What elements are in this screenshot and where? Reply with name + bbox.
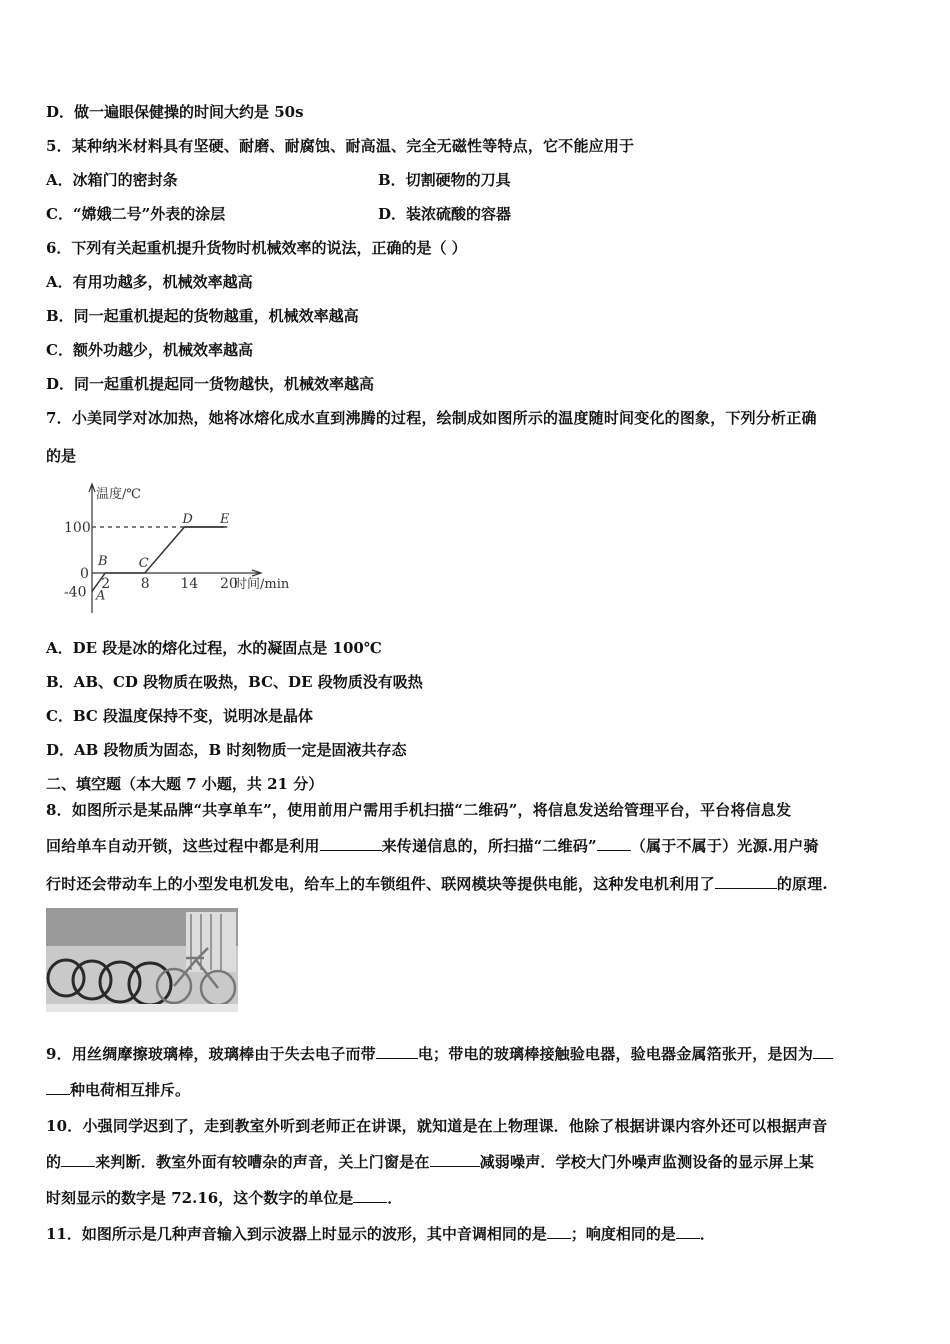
q8-blank-3[interactable] — [715, 874, 777, 889]
q11-line-1 — [46, 1224, 715, 1244]
q5-option-a: A．冰箱门的密封条 — [46, 171, 178, 189]
q6-option-c: C．额外功越少，机械效率越高 — [46, 341, 253, 359]
q6-stem: 6．下列有关起重机提升货物时机械效率的说法，正确的是（ ） — [46, 239, 467, 257]
q6-option-b: B．同一起重机提起的货物越重，机械效率越高 — [46, 307, 359, 325]
q11-blank-2[interactable] — [676, 1224, 700, 1239]
q9-text-c: 种电荷相互排斥。 — [70, 1081, 191, 1099]
q8-line-3 — [46, 874, 828, 894]
q5-option-c: C．“嫦娥二号”外表的涂层 — [46, 205, 226, 223]
q9-line-2 — [46, 1080, 190, 1100]
q5-option-b: B．切割硬物的刀具 — [378, 171, 511, 189]
q10-blank-2[interactable] — [430, 1152, 480, 1167]
point-label-D: D — [182, 512, 193, 527]
y-tick-label--40: -40 — [64, 584, 87, 601]
q11-blank-1[interactable] — [547, 1224, 571, 1239]
q9-blank-2a[interactable] — [813, 1044, 833, 1059]
y-axis-label: 温度/℃ — [96, 487, 141, 502]
point-label-B: B — [98, 554, 108, 569]
temperature-line — [92, 527, 224, 591]
q10-text-d: 时刻显示的数字是 72.16，这个数字的单位是 — [46, 1189, 354, 1207]
q7-stem-cont: 的是 — [46, 447, 77, 465]
shared-bicycles-photo — [46, 908, 238, 1012]
q10-line-1: 10．小强同学迟到了，走到教室外听到老师正在讲课，就知道是在上物理课．他除了根据讲课内容外还可以根据声音 — [46, 1117, 828, 1135]
temperature-time-graph — [48, 478, 338, 618]
q8-text-d: 行时还会带动车上的小型发电机发电，给车上的车锁组件、联网模块等提供电能，这种发电机利用了 — [46, 875, 715, 893]
q8-line-2 — [46, 836, 819, 856]
section-2-title: 二、填空题（本大题 7 小题，共 21 分） — [46, 775, 324, 793]
q9-text-b: 电；带电的玻璃棒接触验电器，验电器金属箔张开，是因为 — [417, 1045, 814, 1063]
q6-option-d: D．同一起重机提起同一货物越快，机械效率越高 — [46, 375, 375, 393]
q7-option-a: A．DE 段是冰的熔化过程，水的凝固点是 100℃ — [46, 639, 382, 657]
q9-text-a: 9．用丝绸摩擦玻璃棒，玻璃棒由于失去电子而带 — [46, 1045, 376, 1063]
q11-text-b: ；响度相同的是 — [570, 1225, 676, 1243]
q8-blank-1[interactable] — [320, 836, 382, 851]
q5-stem: 5．某种纳米材料具有坚硬、耐磨、耐腐蚀、耐高温、完全无磁性等特点，它不能应用于 — [46, 137, 635, 155]
q9-line-1 — [46, 1044, 833, 1064]
q10-text-c: 减弱噪声．学校大门外噪声监测设备的显示屏上某 — [479, 1153, 815, 1171]
q11-text-c: ． — [699, 1225, 715, 1243]
x-tick-label-14: 14 — [180, 576, 199, 592]
q8-text-b: 来传递信息的，所扫描“二维码” — [381, 837, 597, 855]
q10-text-e: ． — [387, 1189, 403, 1207]
q8-blank-2[interactable] — [597, 836, 631, 851]
point-label-C: C — [138, 556, 149, 571]
q9-blank-2b[interactable] — [46, 1080, 70, 1095]
y-tick-label-0: 0 — [80, 566, 89, 582]
x-tick-label-8: 8 — [140, 576, 150, 592]
q7-option-c: C．BC 段温度保持不变，说明冰是晶体 — [46, 707, 314, 725]
q11-text-a: 11．如图所示是几种声音输入到示波器上时显示的波形，其中音调相同的是 — [46, 1225, 547, 1243]
q6-option-a: A．有用功越多，机械效率越高 — [46, 273, 253, 291]
q10-text-a: 的 — [46, 1153, 62, 1171]
q8-text-c: （属于不属于）光源.用户骑 — [630, 837, 819, 855]
q7-option-b: B．AB、CD 段物质在吸热，BC、DE 段物质没有吸热 — [46, 673, 423, 691]
q10-line-3 — [46, 1188, 402, 1208]
q8-text-e: 的原理. — [776, 875, 828, 893]
x-tick-label-20: 20 — [220, 576, 238, 592]
q8-text-a: 回给单车自动开锁，这些过程中都是利用 — [46, 837, 320, 855]
q9-blank-1[interactable] — [376, 1044, 418, 1059]
q4-option-d: D．做一遍眼保健操的时间大约是 50s — [46, 103, 304, 121]
x-tick-label-2: 2 — [101, 576, 111, 592]
point-label-E: E — [220, 512, 230, 527]
q10-line-2 — [46, 1152, 814, 1172]
q10-blank-3[interactable] — [353, 1188, 387, 1203]
q10-text-b: 来判断．教室外面有较嘈杂的声音，关上门窗是在 — [95, 1153, 430, 1171]
q8-line-1: 8．如图所示是某品牌“共享单车”，使用前用户需用手机扫描“二维码”，将信息发送给管理平台，平台将信息发 — [46, 801, 792, 819]
q10-blank-1[interactable] — [61, 1152, 95, 1167]
point-label-A: A — [96, 588, 106, 604]
q7-option-d: D．AB 段物质为固态，B 时刻物质一定是固液共存态 — [46, 741, 407, 759]
q7-stem: 7．小美同学对冰加热，她将冰熔化成水直到沸腾的过程，绘制成如图所示的温度随时间变化的图象，下列分析正确 — [46, 409, 817, 427]
q5-option-d: D．装浓硫酸的容器 — [378, 205, 512, 223]
y-tick-label-100: 100 — [64, 520, 91, 536]
x-axis-label: 时间/min — [234, 577, 290, 592]
